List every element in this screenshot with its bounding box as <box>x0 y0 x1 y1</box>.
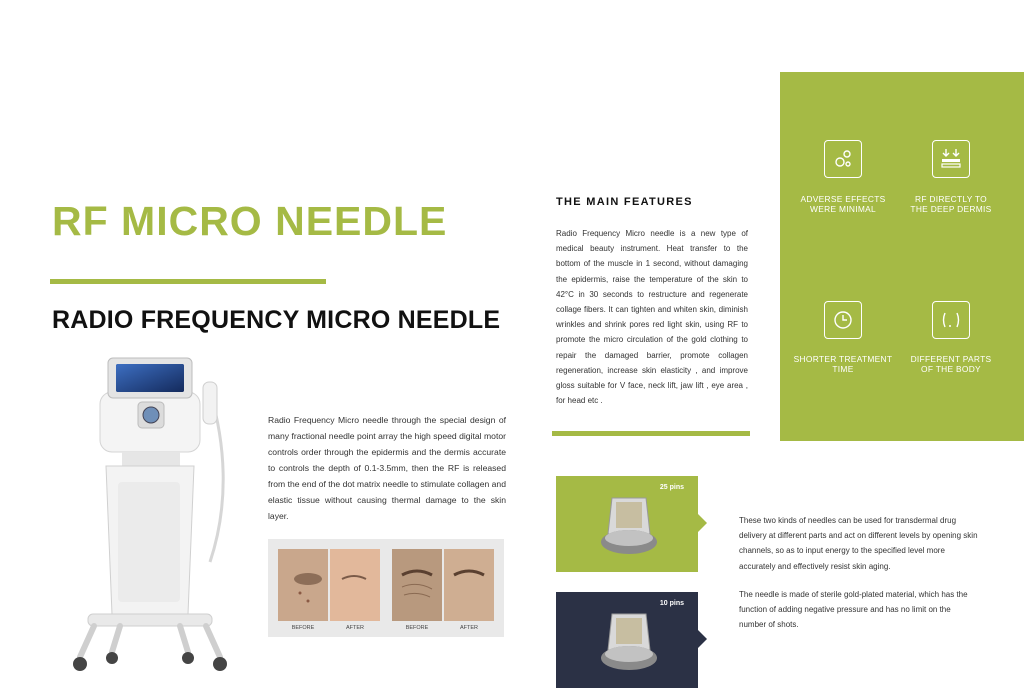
rf-machine-image <box>60 352 240 677</box>
page-title: RF MICRO NEEDLE <box>52 198 448 244</box>
device-description: Radio Frequency Micro needle through the special design of many fractional needle point array the high speed digital motor controls order through the epidermis and the dermis accurate to controls the depth of 0.1-3.5mm, then the RF is released from the end of the dot matrix needle to stimulate collagen and elastic tissue without causing thermal damage to the skin layer. <box>268 415 506 521</box>
before-after-panel <box>268 539 504 637</box>
clock-icon <box>824 301 862 339</box>
feature-label-body-parts: DIFFERENT PARTS OF THE BODY <box>910 354 992 374</box>
layers-down-icon <box>932 140 970 178</box>
needle-card-10-pins <box>556 592 698 688</box>
features-text: Radio Frequency Micro needle is a new type of medical beauty instrument. Heat transfer to the bottom of the muscle in 1 second, without damaging the epidermis, raise the temperature of the skin to 42°C in 30 seconds to restructure and regenerate collage fibers. It can tighten and whiten skin, diminish wrinkles and shrink pores red light skin, using RF to promote the micro circulation of the gold clothing to repair the damaged barrier, promote collagen regeneration, increase skin elasticity , and improve gloss suitable for V face, neck lift, jaw lift , eye area , for head etc . <box>556 229 748 406</box>
card-arrow <box>698 514 707 532</box>
needle-label: 10 pins <box>659 600 684 607</box>
after-eye-photo <box>444 549 494 621</box>
needle-card-25-pins <box>556 476 698 572</box>
title-divider <box>50 279 326 284</box>
needle-cartridge-image <box>598 610 660 676</box>
feature-label-adverse-effects: ADVERSE EFFECTS WERE MINIMAL <box>800 194 886 214</box>
needle-material-text: The needle is made of sterile gold-plated material, which has the function of adding negative pressure and has no limit on the number of shots. <box>739 590 968 630</box>
page-subtitle: RADIO FREQUENCY MICRO NEEDLE <box>52 306 501 334</box>
after-label: AFTER <box>345 625 365 631</box>
features-divider <box>552 431 750 436</box>
after-face-photo <box>330 549 380 621</box>
molecule-icon <box>824 140 862 178</box>
before-label: BEFORE <box>405 625 429 631</box>
needle-label: 25 pins <box>659 484 684 491</box>
needle-usage-text: These two kinds of needles can be used for transdermal drug delivery at different parts and act on different levels by opening skin channels, so as to input energy to the specified level more accurately and effectively resist skin aging. <box>739 516 978 571</box>
feature-label-rf-deep-dermis: RF DIRECTLY TO THE DEEP DERMIS <box>910 194 992 214</box>
features-heading: THE MAIN FEATURES <box>556 196 693 208</box>
after-label: AFTER <box>459 625 479 631</box>
before-eye-photo <box>392 549 442 621</box>
card-arrow <box>698 630 707 648</box>
feature-label-shorter-time: SHORTER TREATMENT TIME <box>793 354 893 374</box>
feature-icons-panel <box>780 72 1024 441</box>
needle-cartridge-image <box>598 494 660 560</box>
body-parts-icon <box>932 301 970 339</box>
before-label: BEFORE <box>291 625 315 631</box>
before-face-photo <box>278 549 328 621</box>
